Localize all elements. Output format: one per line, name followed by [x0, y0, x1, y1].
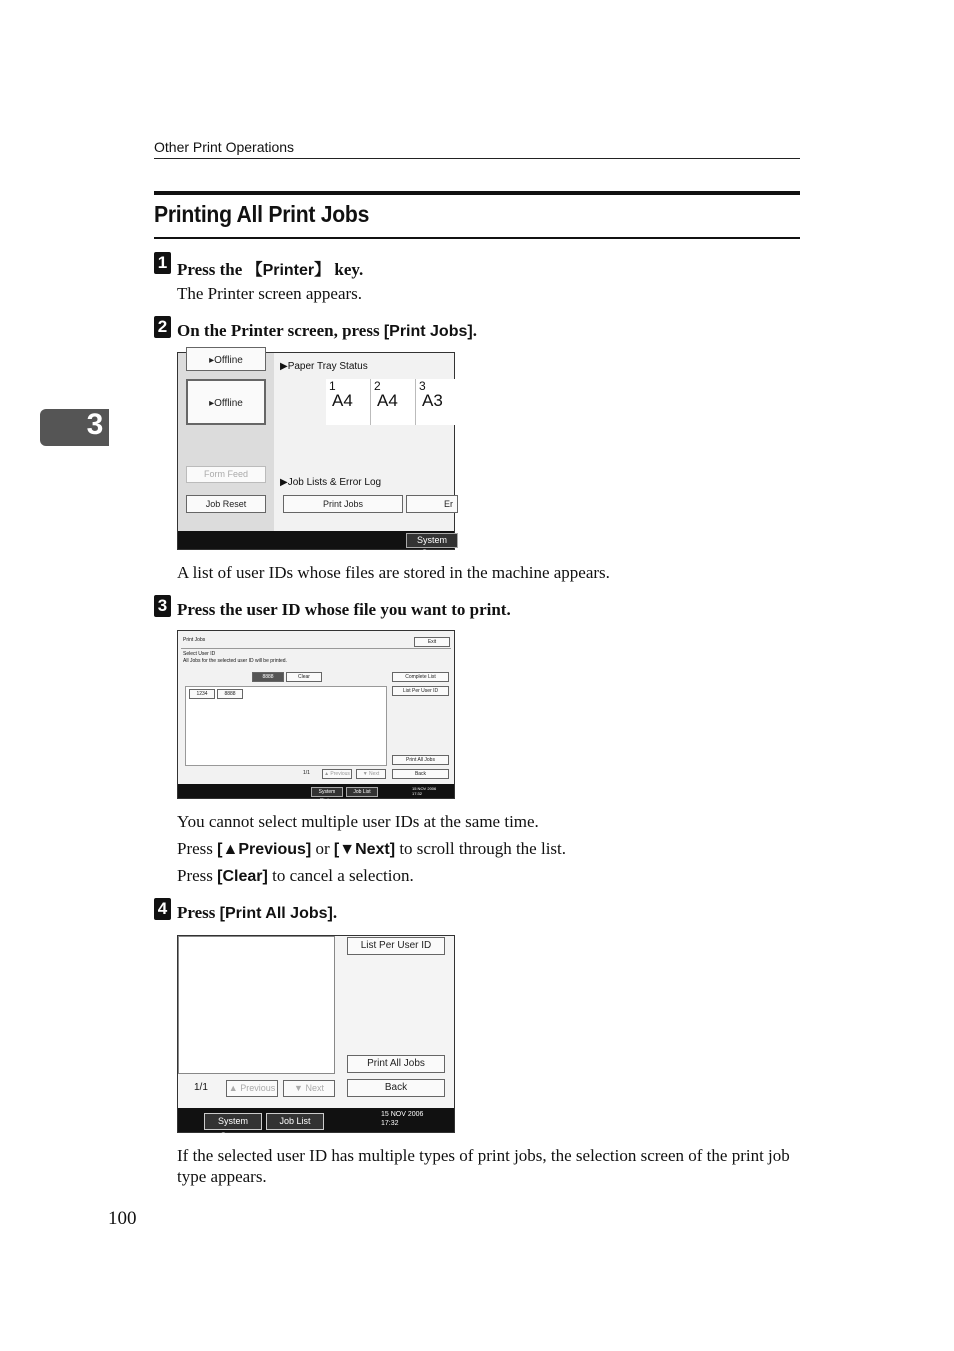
step-1-instruction: Press the 【Printer】 key. — [177, 260, 364, 279]
step-3-note-1: You cannot select multiple user IDs at the same time. — [177, 812, 539, 831]
next-button[interactable]: ▼ Next — [356, 769, 386, 779]
printer-key: 【Printer】 — [246, 262, 331, 279]
step-4-badge: 4 — [154, 898, 171, 920]
form-feed-button[interactable]: Form Feed — [186, 466, 266, 483]
tray-3: 3 A3 — [416, 379, 456, 425]
previous-button[interactable]: ▲ Previous — [322, 769, 352, 779]
job-list-button-3[interactable]: Job List — [266, 1113, 324, 1130]
title-rule-bottom — [154, 237, 800, 239]
step-1-note: The Printer screen appears. — [177, 284, 363, 303]
job-lists-label: ▶Job Lists & Error Log — [280, 477, 382, 488]
tray-1: 1 A4 — [326, 379, 371, 425]
step-3-badge: 3 — [154, 595, 171, 617]
job-list-area — [178, 936, 335, 1074]
job-reset-button[interactable]: Job Reset — [186, 495, 266, 513]
step-3-note-2: Press [▲Previous] or [▼Next] to scroll through the list. — [177, 839, 567, 858]
step-3-instruction: Press the user ID whose file you want to print. — [177, 600, 511, 619]
error-log-button[interactable]: Er — [406, 495, 458, 513]
print-all-jobs-button-3[interactable]: Print All Jobs — [347, 1055, 445, 1073]
step-2-instruction: On the Printer screen, press [Print Jobs]. — [177, 321, 477, 340]
print-all-jobs-button[interactable]: Print All Jobs — [392, 755, 449, 765]
print-all-jobs-key: [Print All Jobs] — [219, 905, 333, 922]
paper-tray-label: ▶Paper Tray Status — [280, 361, 368, 372]
system-status-button-3[interactable]: System Status — [204, 1113, 262, 1130]
tray-2: 2 A4 — [371, 379, 416, 425]
next-key: [▼Next] — [333, 841, 396, 858]
select-user-label: Select User ID — [183, 651, 216, 657]
print-all-jobs-screenshot — [177, 935, 455, 1141]
job-list-button-2[interactable]: Job List — [346, 787, 378, 797]
screen2-title: Print Jobs — [183, 637, 206, 643]
step-4-instruction: Press [Print All Jobs]. — [177, 903, 338, 922]
clear-key: [Clear] — [217, 868, 268, 885]
previous-key: [▲Previous] — [217, 841, 312, 858]
header-rule — [154, 158, 800, 159]
print-jobs-screenshot — [177, 630, 455, 804]
list-per-user-button-3[interactable]: List Per User ID — [347, 937, 445, 955]
page-number: 100 — [108, 1208, 137, 1229]
previous-button-3[interactable]: ▲ Previous — [226, 1080, 278, 1097]
datetime-2: 15 NOV 2006 17:32 — [412, 786, 437, 796]
user-id-input[interactable]: 8888 — [252, 672, 284, 682]
user-id-1234[interactable]: 1234 — [189, 689, 215, 699]
hint-text: All Jobs for the selected user ID will be printed. — [183, 658, 287, 664]
datetime-3: 15 NOV 2006 17:32 — [381, 1111, 424, 1127]
system-status-button[interactable]: System Statu — [406, 533, 458, 548]
offline-button[interactable]: ▸Offline — [186, 379, 266, 425]
step-1-badge: 1 — [154, 252, 171, 274]
back-button-3[interactable]: Back — [347, 1079, 445, 1097]
exit-button[interactable]: Exit — [414, 637, 450, 647]
print-jobs-key: [Print Jobs] — [383, 323, 473, 340]
step-4-note: If the selected user ID has multiple types of print jobs, the selection screen of the print job type appears. — [177, 1146, 790, 1186]
complete-list-button[interactable]: Complete List — [392, 672, 449, 682]
printer-screen-screenshot — [177, 352, 455, 558]
online-button[interactable]: ▸Offline — [186, 347, 266, 371]
page-indicator-3: 1/1 — [194, 1082, 208, 1093]
chapter-number: 3 — [86, 408, 104, 441]
user-id-8888[interactable]: 8888 — [217, 689, 243, 699]
title-rule-top — [154, 191, 800, 195]
print-jobs-button[interactable]: Print Jobs — [283, 495, 403, 513]
back-button[interactable]: Back — [392, 769, 449, 779]
clear-button[interactable]: Clear — [286, 672, 322, 682]
system-status-button-2[interactable]: System Status — [311, 787, 343, 797]
user-id-list — [185, 686, 387, 766]
step-2-note: A list of user IDs whose files are stored in the machine appears. — [177, 563, 610, 582]
page-indicator: 1/1 — [303, 770, 310, 776]
next-button-3[interactable]: ▼ Next — [283, 1080, 335, 1097]
running-header: Other Print Operations — [154, 139, 295, 155]
section-title: Printing All Print Jobs — [154, 201, 370, 227]
step-3-note-3: Press [Clear] to cancel a selection. — [177, 866, 414, 885]
list-per-user-button[interactable]: List Per User ID — [392, 686, 449, 696]
step-2-badge: 2 — [154, 316, 171, 338]
